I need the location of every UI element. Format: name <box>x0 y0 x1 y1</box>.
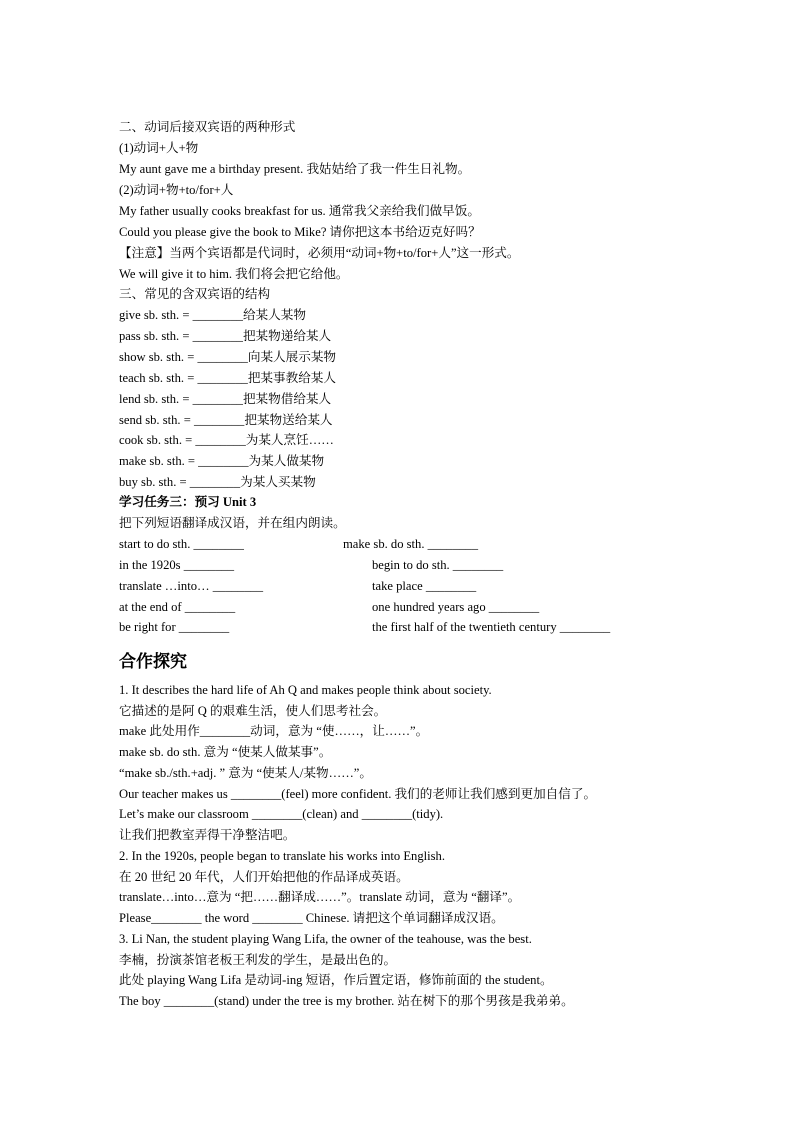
phrase-left: in the 1920s ________ <box>119 558 235 572</box>
coop-line: 让我们把教室弄得干净整洁吧。 <box>119 828 296 842</box>
structure-item: make sb. sth. = ________为某人做某物 <box>119 454 325 468</box>
task3-instruction: 把下列短语翻译成汉语，并在组内朗读。 <box>119 516 346 530</box>
phrase-left: at the end of ________ <box>119 600 236 614</box>
coop-line: 3. Li Nan, the student playing Wang Lifa, the owner of the teahouse, was the best. <box>119 932 532 946</box>
structure-item: send sb. sth. = ________把某物送给某人 <box>119 413 333 427</box>
section2-example1: My aunt gave me a birthday present. 我姑姑给了我一件生日礼物。 <box>119 162 471 176</box>
phrase-right: make sb. do sth. ________ <box>343 537 479 551</box>
coop-line: Let’s make our classroom ________(clean) and ________(tidy). <box>119 807 444 821</box>
coop-line: make 此处用作________动词，意为 “使……，让……”。 <box>119 724 429 738</box>
section2-example4: We will give it to him. 我们将会把它给他。 <box>119 267 349 281</box>
structure-item: give sb. sth. = ________给某人某物 <box>119 308 306 322</box>
section2-form2: (2)动词+物+to/for+人 <box>119 183 234 197</box>
structure-item: show sb. sth. = ________向某人展示某物 <box>119 350 337 364</box>
structure-item: buy sb. sth. = ________为某人买某物 <box>119 475 316 489</box>
coop-line: translate…into…意为 “把……翻译成……”。translate 动词，意为 “翻译”。 <box>119 890 521 904</box>
coop-line: 此处 playing Wang Lifa 是动词-ing 短语，作后置定语，修饰前面的 the student。 <box>119 973 553 987</box>
phrase-right: begin to do sth. ________ <box>372 558 504 572</box>
coop-line: 2. In the 1920s, people began to translate his works into English. <box>119 849 445 863</box>
phrase-right: take place ________ <box>372 579 477 593</box>
coop-line: The boy ________(stand) under the tree is my brother. 站在树下的那个男孩是我弟弟。 <box>119 994 574 1008</box>
structure-item: lend sb. sth. = ________把某物借给某人 <box>119 392 332 406</box>
coop-line: “make sb./sth.+adj. ” 意为 “使某人/某物……”。 <box>119 766 372 780</box>
coop-line: 在 20 世纪 20 年代，人们开始把他的作品译成英语。 <box>119 870 409 884</box>
phrase-right: one hundred years ago ________ <box>372 600 540 614</box>
section2-form1: (1)动词+人+物 <box>119 141 199 155</box>
coop-line: 李楠，扮演茶馆老板王利发的学生，是最出色的。 <box>119 953 397 967</box>
coop-line: 1. It describes the hard life of Ah Q and makes people think about society. <box>119 683 492 697</box>
section3-heading: 三、常见的含双宾语的结构 <box>119 287 271 301</box>
coop-line: make sb. do sth. 意为 “使某人做某事”。 <box>119 745 332 759</box>
task3-heading: 学习任务三：预习 Unit 3 <box>119 495 257 509</box>
section2-heading: 二、动词后接双宾语的两种形式 <box>119 120 296 134</box>
coop-line: 它描述的是阿 Q 的艰难生活，使人们思考社会。 <box>119 704 387 718</box>
section2-example2: My father usually cooks breakfast for us. 通常我父亲给我们做早饭。 <box>119 204 480 218</box>
phrase-left: translate …into… ________ <box>119 579 264 593</box>
structure-item: cook sb. sth. = ________为某人烹饪…… <box>119 433 334 447</box>
coop-heading: 合作探究 <box>119 652 187 672</box>
phrase-right: the first half of the twentieth century ________ <box>372 620 611 634</box>
structure-item: teach sb. sth. = ________把某事教给某人 <box>119 371 336 385</box>
coop-line: Our teacher makes us ________(feel) more confident. 我们的老师让我们感到更加自信了。 <box>119 787 597 801</box>
phrase-left: be right for ________ <box>119 620 230 634</box>
section2-note: 【注意】当两个宾语都是代词时，必须用“动词+物+to/for+人”这一形式。 <box>119 246 520 260</box>
structure-item: pass sb. sth. = ________把某物递给某人 <box>119 329 332 343</box>
section2-example3: Could you please give the book to Mike? 请你把这本书给迈克好吗？ <box>119 225 481 239</box>
coop-line: Please________ the word ________ Chinese. 请把这个单词翻译成汉语。 <box>119 911 504 925</box>
phrase-left: start to do sth. ________ <box>119 537 244 551</box>
